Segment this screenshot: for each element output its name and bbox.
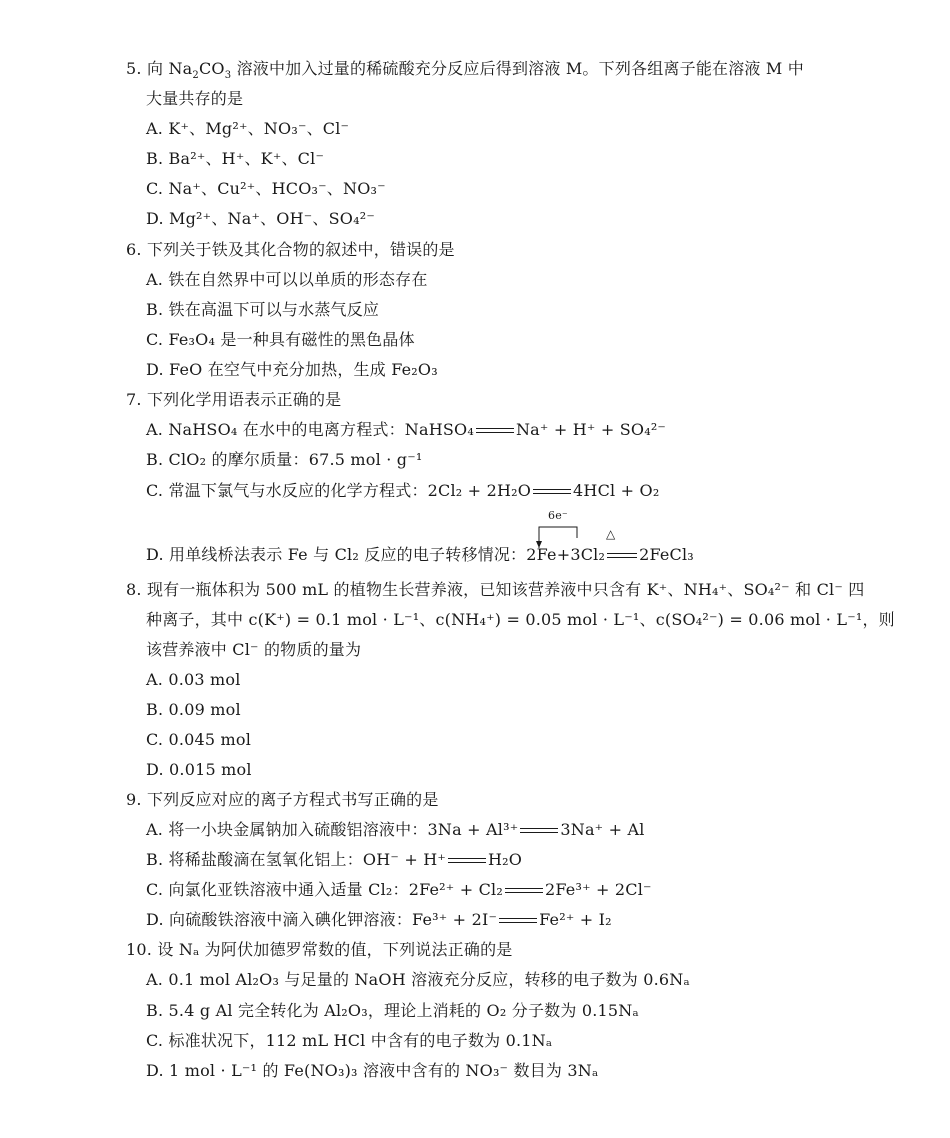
q9-b-left: B. 将稀盐酸滴在氢氧化铝上：OH⁻ + H⁺ — [146, 850, 447, 869]
q5-option-a: A. K⁺、Mg²⁺、NO₃⁻、Cl⁻ — [146, 119, 350, 138]
q8-stem-line1: 8. 现有一瓶体积为 500 mL 的植物生长营养液，已知该营养液中只含有 K⁺、NH₄⁺、SO₄²⁻ 和 Cl⁻ 四 — [126, 580, 865, 599]
q5-stem-e: 溶液中加入过量的稀硫酸充分反应后得到溶液 M。下列各组离子能在溶液 M 中 — [231, 59, 804, 78]
equals-sign — [499, 916, 537, 926]
q7-d-right: 2FeCl₃ — [639, 545, 694, 564]
q9-option-a — [146, 820, 645, 840]
q7-a-left: A. NaHSO₄ 在水中的电离方程式：NaHSO₄ — [146, 420, 474, 439]
equals-sign — [448, 856, 486, 866]
q5-option-b: B. Ba²⁺、H⁺、K⁺、Cl⁻ — [146, 149, 325, 168]
q5-stem-line2: 大量共存的是 — [146, 89, 244, 108]
q6-option-c: C. Fe₃O₄ 是一种具有磁性的黑色晶体 — [146, 330, 415, 349]
q7-option-c — [146, 481, 659, 501]
q9-d-left: D. 向硫酸铁溶液中滴入碘化钾溶液：Fe³⁺ + 2I⁻ — [146, 910, 498, 929]
q5-stem — [126, 59, 804, 82]
q5-stem-b: 2 — [192, 70, 199, 82]
q7-c-right: 4HCl + O₂ — [573, 481, 660, 500]
q5-option-c: C. Na⁺、Cu²⁺、HCO₃⁻、NO₃⁻ — [146, 179, 386, 198]
q10-option-d: D. 1 mol · L⁻¹ 的 Fe(NO₃)₃ 溶液中含有的 NO₃⁻ 数目为 3Nₐ — [146, 1061, 599, 1080]
equals-sign — [520, 826, 558, 836]
equals-sign — [476, 426, 514, 436]
q9-stem: 9. 下列反应对应的离子方程式书写正确的是 — [126, 790, 439, 809]
q10-option-b: B. 5.4 g Al 完全转化为 Al₂O₃，理论上消耗的 O₂ 分子数为 0.15Nₐ — [146, 1001, 639, 1020]
q9-b-right: H₂O — [488, 850, 523, 869]
q7-a-right: Na⁺ + H⁺ + SO₄²⁻ — [515, 420, 667, 439]
q7-option-b: B. ClO₂ 的摩尔质量：67.5 mol · g⁻¹ — [146, 450, 423, 469]
q9-option-c — [146, 880, 652, 900]
q8-stem-line3: 该营养液中 Cl⁻ 的物质的量为 — [146, 640, 362, 659]
q9-c-right: 2Fe³⁺ + 2Cl⁻ — [545, 880, 652, 899]
q7-heat-symbol: △ — [606, 527, 616, 541]
q9-option-d — [146, 910, 612, 930]
q8-option-b: B. 0.09 mol — [146, 700, 241, 719]
q8-option-c: C. 0.045 mol — [146, 730, 252, 749]
q6-option-d: D. FeO 在空气中充分加热，生成 Fe₂O₃ — [146, 360, 438, 379]
equals-sign — [505, 886, 543, 896]
q7-stem: 7. 下列化学用语表示正确的是 — [126, 390, 342, 409]
q7-option-d — [146, 545, 694, 565]
q6-stem: 6. 下列关于铁及其化合物的叙述中，错误的是 — [126, 240, 455, 259]
q5-stem-c: CO — [198, 59, 225, 78]
q7-c-left: C. 常温下氯气与水反应的化学方程式：2Cl₂ + 2H₂O — [146, 481, 532, 500]
q6-option-a: A. 铁在自然界中可以以单质的形态存在 — [146, 270, 428, 289]
q6-option-b: B. 铁在高温下可以与水蒸气反应 — [146, 300, 380, 319]
q8-stem-line2: 种离子，其中 c(K⁺) = 0.1 mol · L⁻¹、c(NH₄⁺) = 0.05 mol · L⁻¹、c(SO₄²⁻) = 0.06 mol · L⁻¹，则 — [146, 610, 895, 629]
q10-stem: 10. 设 Nₐ 为阿伏加德罗常数的值，下列说法正确的是 — [126, 940, 513, 959]
q9-option-b — [146, 850, 522, 870]
q5-stem-d: 3 — [224, 70, 232, 82]
q5-option-d: D. Mg²⁺、Na⁺、OH⁻、SO₄²⁻ — [146, 209, 375, 228]
q9-a-right: 3Na⁺ + Al — [560, 820, 645, 839]
q10-option-c: C. 标准状况下，112 mL HCl 中含有的电子数为 0.1Nₐ — [146, 1031, 553, 1050]
q5-stem-a: 5. 向 Na — [126, 59, 193, 78]
q7-electrons-label: 6e⁻ — [548, 509, 568, 522]
q9-c-left: C. 向氯化亚铁溶液中通入适量 Cl₂：2Fe²⁺ + Cl₂ — [146, 880, 503, 899]
q7-d-left: D. 用单线桥法表示 Fe 与 Cl₂ 反应的电子转移情况：2Fe+3Cl₂ — [146, 545, 606, 564]
q9-a-left: A. 将一小块金属钠加入硫酸铝溶液中：3Na + Al³⁺ — [146, 820, 519, 839]
equals-sign — [607, 551, 637, 561]
equals-sign — [533, 487, 571, 497]
q10-option-a: A. 0.1 mol Al₂O₃ 与足量的 NaOH 溶液充分反应，转移的电子数为 0.6Nₐ — [146, 970, 690, 989]
q9-d-right: Fe²⁺ + I₂ — [539, 910, 612, 929]
q8-option-a: A. 0.03 mol — [146, 670, 241, 689]
q8-option-d: D. 0.015 mol — [146, 760, 252, 779]
q7-option-a — [146, 420, 666, 440]
